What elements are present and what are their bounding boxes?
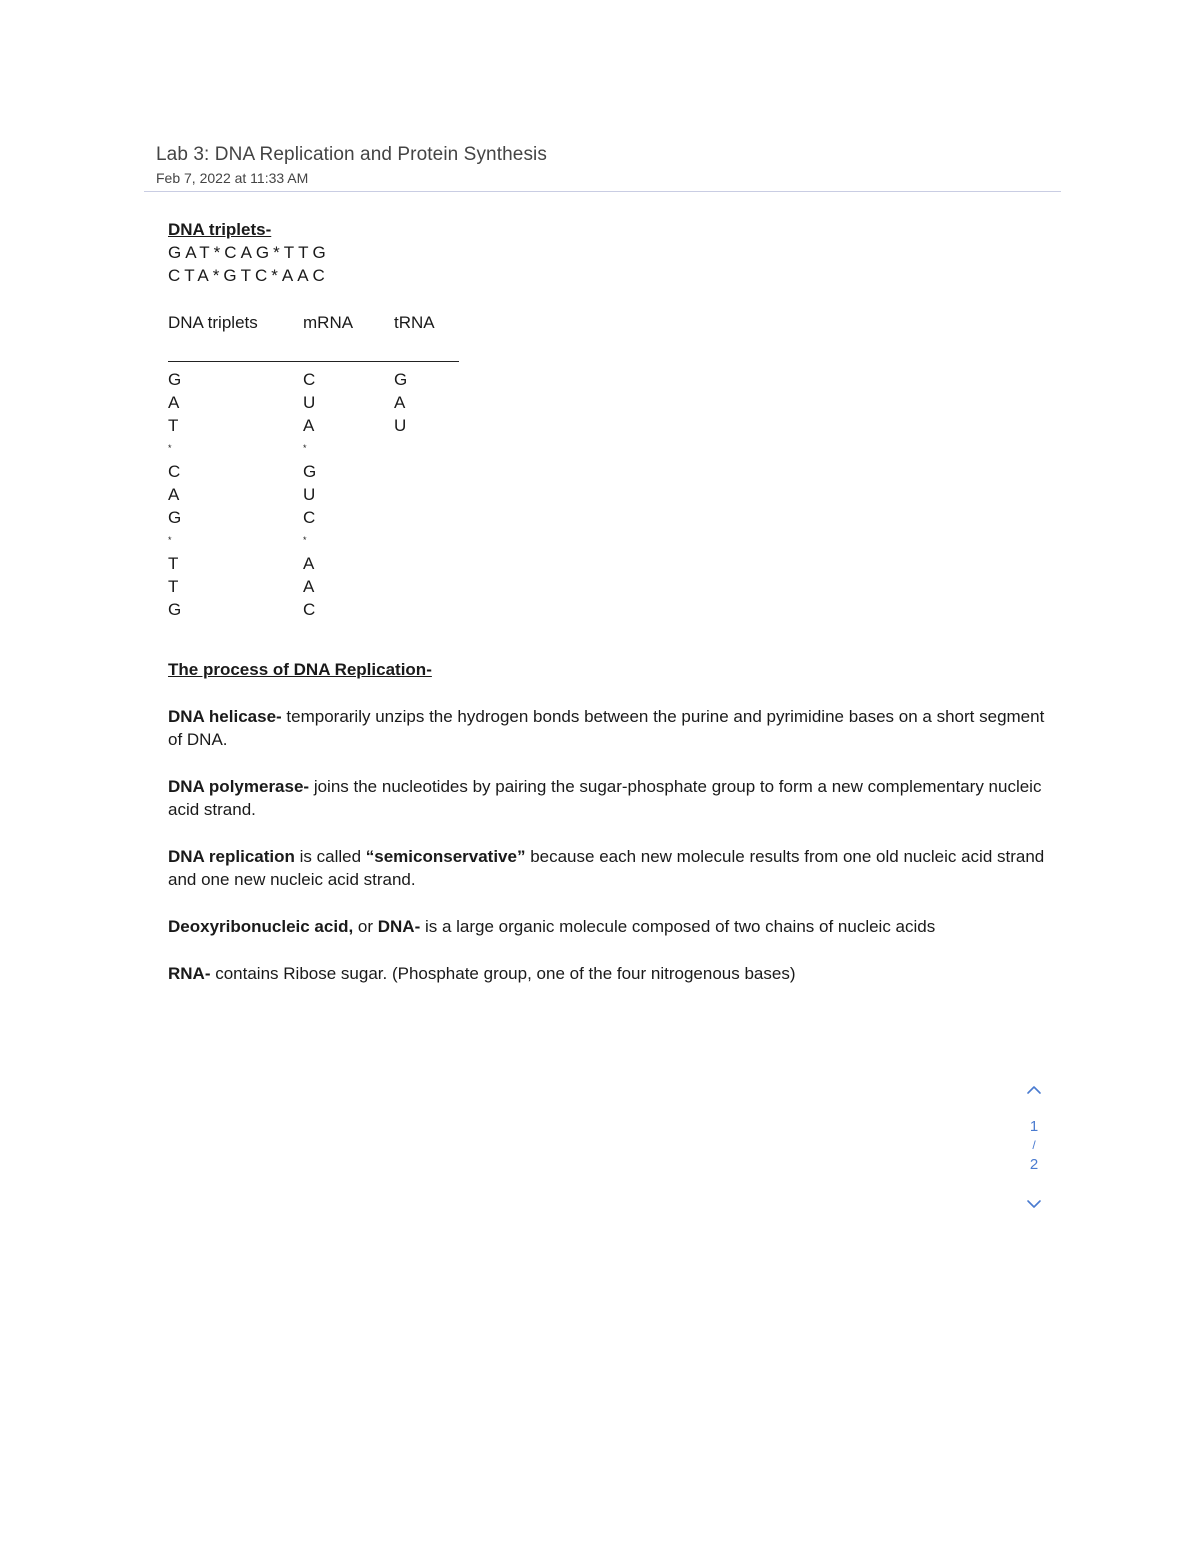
mrna-cell: A [303,416,315,435]
trna-cell [394,437,464,460]
header-trna: tRNA [394,313,435,332]
trna-cell: U [394,416,407,435]
mrna-cell: A [303,554,315,573]
table-row [168,391,464,414]
header-divider [144,191,1061,192]
triplets-section [168,218,1048,287]
triplet-table [168,310,464,621]
mrna-cell: U [303,485,316,504]
dna-cell: T [168,577,179,596]
dna-cell: * [168,535,172,545]
rna-text: contains Ribose sugar. (Phosphate group, one of the four nitrogenous bases) [210,964,796,983]
mrna-cell: C [303,600,316,619]
page-separator: / [1032,1138,1036,1152]
dna-text: is a large organic molecule composed of two chains of nucleic acids [420,917,936,936]
helicase-paragraph [168,705,1048,751]
dna-cell: G [168,508,182,527]
strand-top: GAT*CAG*TTG [168,243,330,262]
dna-cell: G [168,600,182,619]
mrna-cell: C [303,370,316,389]
dna-or: or [353,917,378,936]
trna-cell [394,529,464,552]
polymerase-text: joins the nucleotides by pairing the sugar-phosphate group to form a new complementary nucleic acid strand. [168,777,1042,819]
mrna-cell: * [303,443,307,453]
rna-paragraph [168,962,1048,985]
process-heading: The process of DNA Replication- [168,660,432,679]
dna-cell: T [168,416,179,435]
dna-cell: A [168,393,180,412]
dna-cell: G [168,370,182,389]
table-row [168,368,464,391]
chevron-down-icon[interactable] [1026,1196,1042,1213]
table-rule [168,361,459,362]
semiconservative-term: “semiconservative” [365,847,526,866]
trna-cell [394,506,464,529]
table-row [168,460,464,483]
replication-text: because each new molecule results from one old nucleic acid strand and one new nucleic acid strand. [168,847,1045,889]
trna-cell [394,483,464,506]
table-row [168,414,464,437]
trna-cell [394,575,464,598]
dna-cell: T [168,554,179,573]
chevron-up-icon[interactable] [1026,1082,1042,1099]
table-row-separator [168,529,464,552]
helicase-text: temporarily unzips the hydrogen bonds between the purine and pyrimidine bases on a short segment of DNA. [168,707,1045,749]
replication-term: DNA replication [168,847,295,866]
mrna-cell: G [303,462,317,481]
dna-cell: C [168,462,181,481]
process-section [168,658,1048,1009]
polymerase-term: DNA polymerase- [168,777,310,796]
mrna-cell: U [303,393,316,412]
dna-term: Deoxyribonucleic acid, [168,917,354,936]
trna-cell: A [394,393,406,412]
table-row [168,598,464,621]
mrna-cell: A [303,577,315,596]
table-row-separator [168,437,464,460]
trna-cell [394,598,464,621]
table-row [168,506,464,529]
rna-term: RNA- [168,964,211,983]
header-mrna: mRNA [303,313,354,332]
strand-bottom: CTA*GTC*AAC [168,266,329,285]
page-title: Lab 3: DNA Replication and Protein Synthesis [156,144,547,165]
dna-cell: * [168,443,172,453]
replication-paragraph [168,845,1048,891]
helicase-term: DNA helicase- [168,707,282,726]
page-navigator [1014,1074,1054,1214]
current-page-number: 1 [1029,1118,1039,1135]
table-row [168,483,464,506]
trna-cell [394,552,464,575]
table-row [168,575,464,598]
trna-cell [394,460,464,483]
table-row [168,552,464,575]
total-page-number: 2 [1029,1156,1039,1173]
dna-cell: A [168,485,180,504]
mrna-cell: C [303,508,316,527]
trna-cell: G [394,370,408,389]
replication-mid: is called [294,847,366,866]
triplets-heading: DNA triplets- [168,220,272,239]
polymerase-paragraph [168,775,1048,821]
mrna-cell: * [303,535,307,545]
header-dna-triplets: DNA triplets [168,313,258,332]
table-header-row [168,310,464,336]
note-date: Feb 7, 2022 at 11:33 AM [156,170,309,186]
dna-definition-paragraph [168,915,1048,938]
dna-term-short: DNA- [377,917,421,936]
